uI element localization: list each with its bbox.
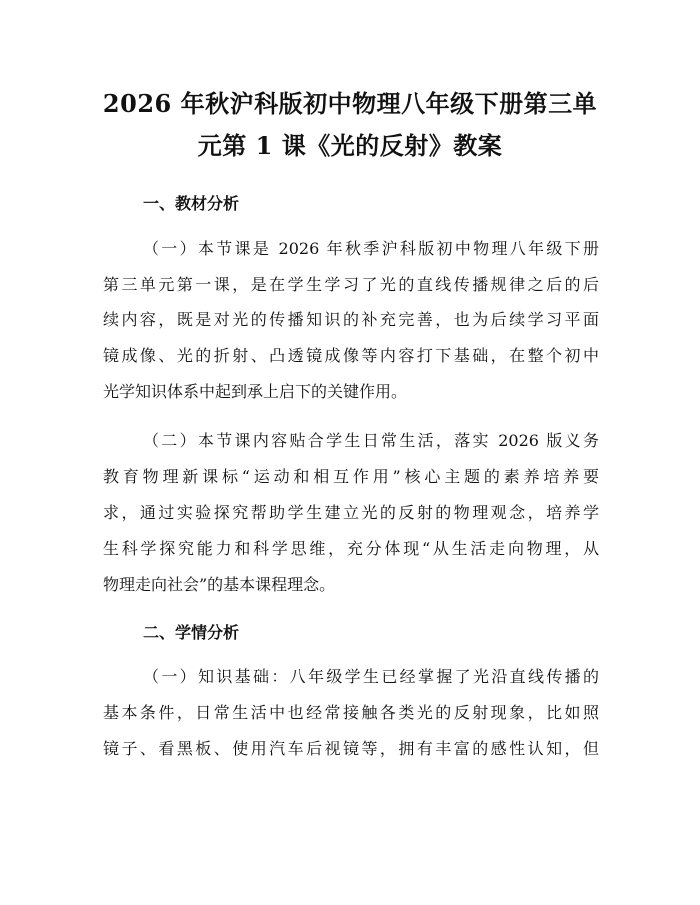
paragraph-line: 第三单元第一课，是在学生学习了光的直线传播规律之后的后	[103, 275, 599, 294]
paragraph-line: 基本条件，日常生活中也经常接触各类光的反射现象，比如照	[103, 703, 599, 722]
paragraph-line: 镜子、看黑板、使用汽车后视镜等，拥有丰富的感性认知，但	[103, 739, 599, 758]
paragraph-line: （一）知识基础：八年级学生已经掌握了光沿直线传播的	[143, 667, 599, 686]
paragraph-line: 续内容，既是对光的传播知识的补充完善，也为后续学习平面	[103, 310, 599, 329]
section-heading-textbook-analysis: 一、教材分析	[143, 194, 240, 213]
document-title-line-2: 元第 1 课《光的反射》教案	[197, 131, 503, 160]
paragraph-line: （二）本节课内容贴合学生日常生活，落实 2026 版义务	[143, 431, 599, 450]
paragraph-line: 光学知识体系中起到承上启下的关键作用。	[103, 382, 408, 401]
paragraph-line: 生科学探究能力和科学思维，充分体现“从生活走向物理，从	[103, 539, 599, 558]
paragraph-line: （一）本节课是 2026 年秋季沪科版初中物理八年级下册	[143, 239, 599, 258]
paragraph-line: 求，通过实验探究帮助学生建立光的反射的物理观念，培养学	[103, 503, 599, 522]
paragraph-line: 教育物理新课标“运动和相互作用”核心主题的素养培养要	[103, 467, 599, 486]
section-heading-learner-analysis: 二、学情分析	[143, 623, 240, 642]
paragraph-line: 镜成像、光的折射、凸透镜成像等内容打下基础，在整个初中	[103, 346, 599, 365]
document-title-line-1: 2026 年秋沪科版初中物理八年级下册第三单	[102, 89, 598, 118]
paragraph-line: 物理走向社会”的基本课程理念。	[103, 575, 336, 594]
